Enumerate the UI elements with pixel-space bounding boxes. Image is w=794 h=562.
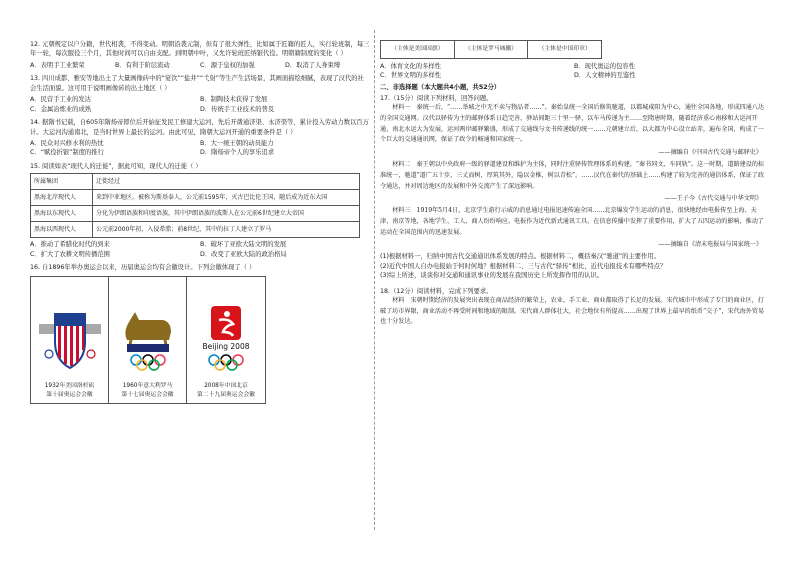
emblem-1932: [31, 277, 109, 403]
option-d[interactable]: D．传统手工业技术的普及: [200, 105, 275, 113]
emblem-1960: [109, 277, 187, 403]
table-cell: 黑海以东现代人: [31, 206, 93, 222]
question-12-options: [30, 61, 370, 70]
table-cell: 黑海以西现代人: [31, 222, 93, 238]
topic-cell: （主体是中国印章）: [538, 46, 591, 52]
material-3-source: ——摘编自《清末电报局与国家统一》: [658, 241, 762, 249]
question-17: [380, 94, 768, 281]
dancing-beijing-icon: [191, 304, 261, 376]
topic-cell: （主体是罗马城徽）: [455, 41, 529, 58]
table-header-row: [31, 174, 360, 190]
option-a[interactable]: A．民众对兴修水利的热忱: [30, 139, 104, 147]
shield-icon: [35, 304, 105, 376]
option-c[interactable]: C．金属冶炼业的成熟: [30, 105, 92, 113]
she-wolf-icon: [113, 304, 183, 376]
left-column: [30, 40, 370, 408]
option-c[interactable]: C．“赋役折银”制度的推行: [30, 149, 104, 157]
material-1: 材料一 秦统一后，“……举城之中无不卖与物品者……”。秦始皇统一全国后修筑驰道，以都城咸阳为中心，通往全国各地，形成四通八达的全国交通网。汉代以驿传为主的邮驿体系日趋完善，驿站间距三十里一驿，以车马传递为主……至隋唐时期，随着经济重心南移和大运河开通，南北水运大为发展，运河两岸邮驿繁盛，形成了交通线与文书传递线的统一……元朝建立后，以大都为中心设立站赤，遍布全国，构成了一个巨大的交通通讯网，保证了政令的畅通和国家统一。: [380, 104, 765, 144]
table-header-group: 所属集团: [31, 174, 93, 190]
option-d[interactable]: D．改变了亚欧大陆的政治格局: [200, 250, 287, 258]
table-cell: 公元前2000年初，入侵希腊；前8世纪，其中的拉丁人建立了罗马: [93, 222, 360, 238]
question-18: [380, 287, 768, 328]
question-16-stem: 16. 自1896年举办奥运会以来，历届奥运会均有会徽设计。下列会徽体现了（ ）: [30, 264, 256, 272]
option-d[interactable]: D．隋炀帝个人的享乐追求: [200, 149, 275, 157]
table-cell: 分化为伊朗语族和印度语族，其中伊朗语族的波斯人在公元前6世纪建立大帝国: [93, 206, 360, 222]
material-1-source: ——摘编自《中国古代交通与邮驿史》: [658, 149, 762, 157]
option-c[interactable]: C．源于皇权的加强: [200, 61, 255, 69]
migration-table: [30, 173, 360, 238]
option-a[interactable]: A．表明手工业繁荣: [30, 61, 85, 69]
material: 材料 宋朝时期经济的发展突出表现在商品经济的繁荣上，农业、手工业、商业都取得了长足的发展。宋代城市中形成了专门的商业区，打破了坊市界限，商业活动不再受时间和地域的限制。宋代商人群体壮大，社会地位有所提高……出现了世界上最早的纸币“交子”，宋代海外贸易也十分发达。: [380, 297, 765, 326]
table-row: [31, 222, 360, 238]
table-cell: 黑海北岸现代人: [31, 190, 93, 206]
emblem-2008-name: 第二十九届奥运会会徽: [197, 392, 255, 399]
option-b[interactable]: B．大一统王朝的动员能力: [200, 139, 274, 147]
option-c[interactable]: C．世界文明的多样性: [380, 72, 442, 80]
sub-question: (3)综上所述，谈谈你对交通和通讯事业的发展在我国历史上所发挥作用的认识。: [380, 272, 604, 280]
option-b[interactable]: B．现代奥运的包容性: [574, 62, 635, 70]
question-16-options: [380, 62, 768, 81]
svg-text:Beijing 2008: Beijing 2008: [202, 342, 250, 352]
option-a[interactable]: A．推动了希腊化时代的到来: [30, 241, 110, 249]
emblem-1932-name: 第十届奥运会会徽: [46, 392, 93, 399]
column-divider: [374, 30, 375, 530]
topic-cell: （主体是美国国旗）: [381, 41, 455, 58]
question-12-stem: 12. 元朝规定以户分籍，世代相袭，不得变动。明朝沿袭元制，但有了很大弹性，比如属于匠籍的匠人，实行轮班制，每三年一轮，每次服役三个月，其他时间可以自由支配。到明朝中叶，又允许轮班匠纳银代役。明朝籍制度的变化（ ）: [30, 41, 370, 58]
question-18-stem: 18.（12分）阅读材料，完成下列要求。: [380, 287, 493, 295]
option-c[interactable]: C．扩大了农耕文明传播范围: [30, 250, 110, 258]
table-header-route: 迁徙经过: [93, 174, 360, 190]
table-row: [31, 190, 360, 206]
table-cell: 来到中亚地区，被称为斯基泰人，公元前1595年，灭古巴比伦王国，随后成为近东大国: [93, 190, 360, 206]
question-15-options: [30, 240, 370, 259]
question-13-stem: 13. 四川成都、雅安等地出土了大量画像砖中的“宴饮”“盐井”“弋射”等生产生活场景，其画面描绘细腻，表现了汉代的社会生活面貌。这可用于说明画像砖的出土地区（ ）: [30, 75, 364, 92]
question-13-options: [30, 95, 370, 114]
option-b[interactable]: B．制陶技术获得了发展: [200, 96, 268, 104]
sub-question: (2)近代中国人自办电报始于何时何地？根据材料二、三与古代“驿传”相比，近代电报技术有哪些特点？: [380, 262, 667, 270]
emblem-1960-name: 第十七届奥运会会徽: [121, 392, 174, 399]
option-b[interactable]: B．破坏了亚欧大陆文明的发展: [200, 241, 287, 249]
sub-question: (1)根据材料一，归纳中国古代交通通讯体系发展的特点。根据材料二，概括秦汉“驰道”的主要作用。: [380, 253, 660, 261]
section-title: 二、非选择题（本大题共4小题，共52分）: [380, 83, 501, 91]
olympic-emblems: [30, 276, 266, 404]
material-2-source: ——王子今《古代交通与中华文明》: [664, 195, 762, 203]
question-15-stem: 15. 阅读如表“现代人的迁徙”，据此可知，现代人的迁徙（ ）: [30, 162, 202, 170]
material-2: 材料二 秦王朝以中央政府一级的驿道建设和维护为主体，同时注重驿传管理体系的构建，“秦书同文、车同轨”。这一时期，道路建设的标准统一，驰道“道广五十步，三丈而树，厚筑其外，隐以金椎，树以青松”。……汉代在秦代的基础上……构建了较为完善的通信体系，保证了政令通达，并对周边地区的发展和中外交流产生了深远影响。: [380, 161, 765, 190]
question-16: [30, 263, 370, 403]
table-row: [31, 206, 360, 222]
material-3: 材料三 1919年5月4日，北京学生游行示威的消息通过电报迅速传遍全国……北京爆发学生运动的消息，很快地经由电报传至上海、天津、南京等地，各地学生、工人、商人纷纷响应。电报作为近代新式通讯工具，在信息传播中发挥了重要作用，扩大了五四运动的影响，推动了运动在全国范围内的迅速发展。: [380, 207, 764, 236]
option-d[interactable]: D．人文精神的互鉴性: [574, 72, 636, 80]
emblem-1960-year: 1960年意大利罗马: [122, 383, 173, 390]
emblem-1932-year: 1932年美国洛杉矶: [44, 383, 95, 390]
emblem-topic-table: [380, 40, 602, 59]
option-a[interactable]: A．体育文化的多样性: [380, 62, 441, 70]
question-12: [30, 40, 370, 70]
option-a[interactable]: A．民营手工业的发达: [30, 96, 91, 104]
right-column: [380, 40, 768, 330]
emblem-2008: [187, 277, 265, 403]
question-17-stem: 17.（15分）阅读下列材料，回答问题。: [380, 95, 493, 102]
question-14: [30, 118, 370, 158]
question-13: [30, 74, 370, 114]
emblem-2008-year: 2008年中国北京: [204, 383, 248, 390]
question-14-stem: 14. 据隋书记载，自605年隋炀帝即位后开始征发民工修建大运河，先后开凿通济渠、永济渠等，累计投入劳动力数以百万计。大运河沟通南北，是当时世界上最长的运河。由此可见，隋朝大运河开通的重要条件是（ ）: [30, 119, 369, 136]
question-15: [30, 162, 370, 259]
question-14-options: [30, 139, 370, 158]
option-b[interactable]: B．有利于阶层流动: [115, 61, 170, 69]
option-d[interactable]: D．取消了人身束缚: [285, 61, 341, 69]
